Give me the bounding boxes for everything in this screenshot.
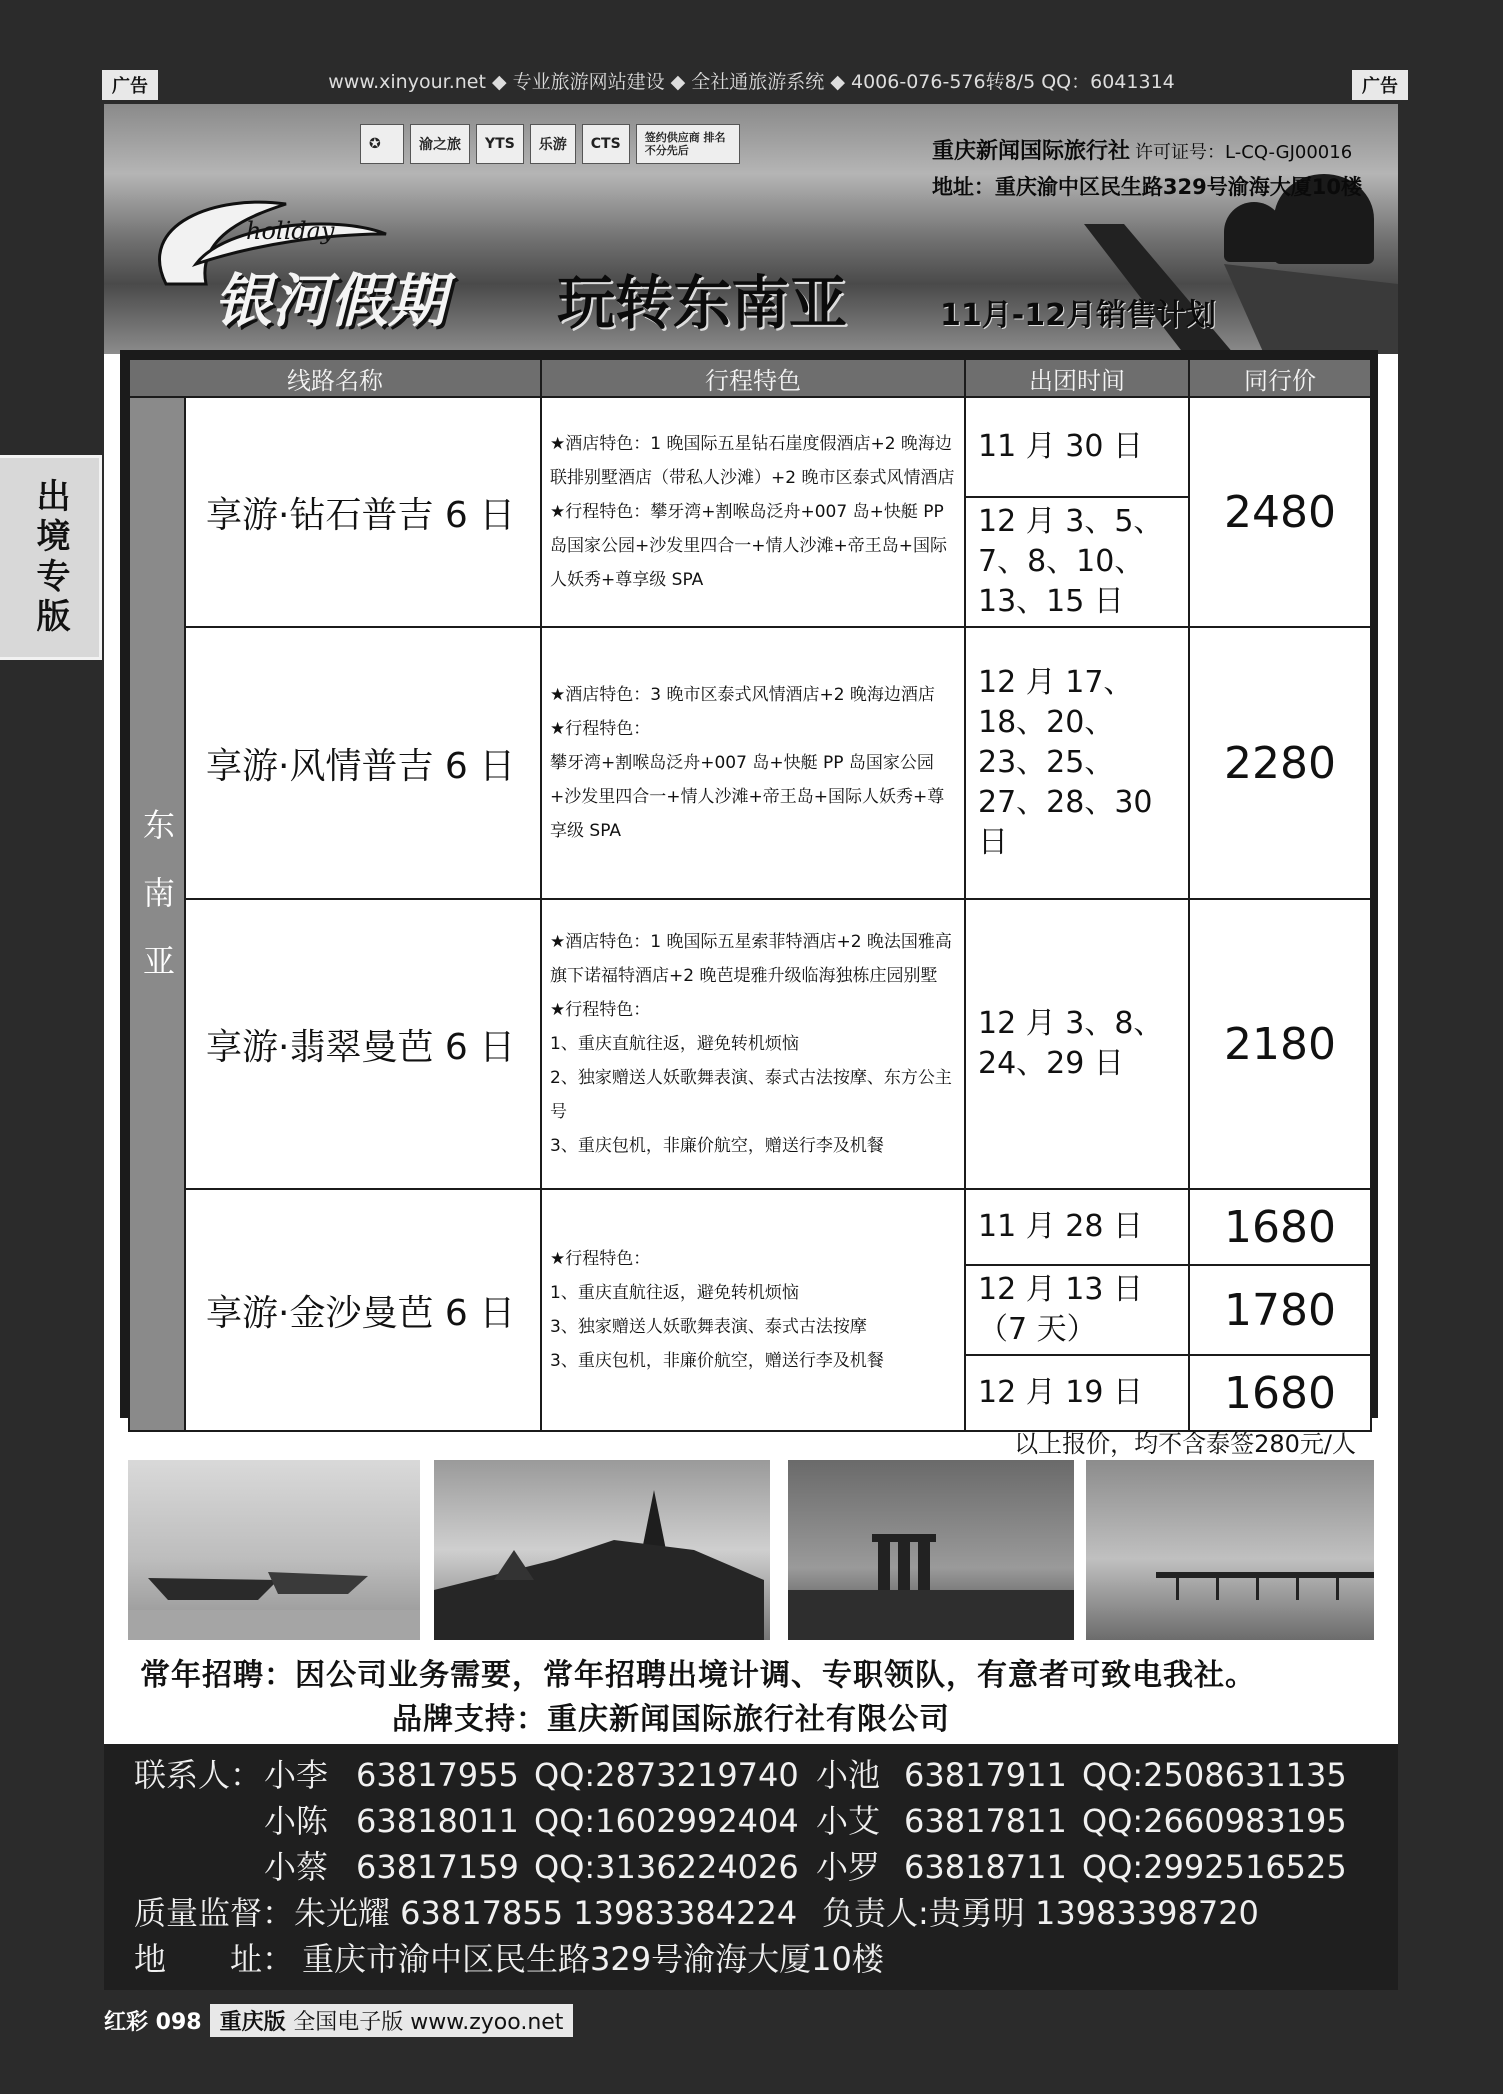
contact-qq: QQ:2508631135 [1082, 1756, 1347, 1794]
recruit-notice: 常年招聘：因公司业务需要，常年招聘出境计调、专职领队，有意者可致电我社。 [140, 1658, 1256, 1693]
agency-address: 地址：重庆渝中区民生路329号渝海大厦10楼 [931, 175, 1362, 199]
departure-date: 12 月 3、8、24、29 日 [965, 899, 1189, 1189]
feature-line: 攀牙湾+割喉岛泛舟+007 岛+快艇 PP 岛国家公园+沙发里四合一+情人沙滩+帝王岛+国际人妖秀+尊享级 SPA [550, 753, 945, 841]
region-cell [129, 397, 185, 1431]
footer [104, 2004, 573, 2036]
contact-phone: 63818711 [904, 1848, 1067, 1886]
partner-logo: 乐游 [530, 124, 576, 164]
temple-photo [434, 1460, 770, 1640]
contact-block [104, 1744, 1398, 1990]
route-price: 1780 [1189, 1265, 1371, 1355]
feature-line: ★行程特色： [550, 719, 651, 739]
header-dates: 出团时间 [965, 359, 1189, 397]
side-tab-label: 出境专版 [30, 477, 71, 638]
route-price: 1680 [1189, 1355, 1371, 1431]
marina-bay-photo [788, 1460, 1074, 1640]
ad-tag-left: 广告 [102, 70, 158, 100]
quality-supervisor: 质量监督：朱光耀 63817855 13983384224 [134, 1894, 798, 1932]
route-price: 2280 [1189, 627, 1371, 899]
contact-row [134, 1936, 1398, 1982]
feature-line: ★酒店特色：1 晚国际五星索菲特酒店+2 晚法国雅高旗下诺福特酒店+2 晚芭堤雅升级临海独栋庄园别墅 [550, 932, 952, 986]
contact-qq: QQ:2992516525 [1082, 1848, 1347, 1886]
route-name: 享游·翡翠曼芭 6 日 [185, 899, 541, 1189]
feature-line: 1、重庆直航往返，避免转机烦恼 [550, 1283, 799, 1303]
route-table-frame [120, 350, 1378, 1418]
edition-tag [210, 2004, 574, 2037]
route-features [541, 627, 965, 899]
contact-name: 小蔡 [264, 1848, 329, 1886]
contact-phone: 63817159 [356, 1848, 519, 1886]
agency-license: 许可证号：L-CQ-GJ00016 [1135, 142, 1353, 163]
page-number: 红彩 098 [104, 2009, 202, 2035]
agency-info [932, 134, 1362, 201]
holiday-word: holiday [246, 217, 335, 245]
contact-row [134, 1890, 1398, 1936]
contact-row [134, 1798, 1398, 1844]
contact-row [134, 1752, 1398, 1798]
header-price: 同行价 [1189, 359, 1371, 397]
feature-line: 2、独家赠送人妖歌舞表演、泰式古法按摩、东方公主号 [550, 1068, 952, 1122]
address-label: 地 址： [134, 1940, 295, 1978]
partner-logo: CTS [582, 124, 630, 164]
partner-logos [360, 124, 740, 164]
feature-line: ★酒店特色：1 晚国际五星钻石崖度假酒店+2 晚海边联排别墅酒店（带私人沙滩）+2 晚市区泰式风情酒店 [550, 434, 955, 488]
route-name: 享游·钻石普吉 6 日 [185, 397, 541, 627]
contact-phone: 63817811 [904, 1802, 1067, 1840]
agency-name: 重庆新闻国际旅行社 [931, 139, 1130, 164]
partner-note: 签约供应商 排名不分先后 [636, 124, 740, 164]
edition-label: 重庆版 [219, 2009, 286, 2035]
header-features: 行程特色 [541, 359, 965, 397]
brand-support: 品牌支持：重庆新闻国际旅行社有限公司 [392, 1702, 950, 1737]
route-price: 1680 [1189, 1189, 1371, 1265]
feature-line: 1、重庆直航往返，避免转机烦恼 [550, 1034, 799, 1054]
feature-line: 3、重庆包机，非廉价航空，赠送行李及机餐 [550, 1351, 884, 1371]
side-tab-outbound [0, 455, 102, 660]
brand-name: 银河假期 [214, 267, 447, 335]
contact-qq: QQ:1602992404 [534, 1802, 799, 1840]
longtail-boat-icon [1064, 224, 1398, 354]
partner-logo: 渝之旅 [410, 124, 470, 164]
route-features [541, 397, 965, 627]
feature-line: ★行程特色： [550, 1249, 651, 1269]
contact-name: 小艾 [816, 1802, 881, 1840]
site-label: 全国电子版 www.zyoo.net [293, 2009, 564, 2035]
route-table [128, 358, 1372, 1432]
price-note: 以上报价，均不含泰签280元/人 [1014, 1430, 1356, 1458]
feature-line: 3、重庆包机，非廉价航空，赠送行李及机餐 [550, 1136, 884, 1156]
departure-date: 11 月 30 日 [965, 397, 1189, 497]
ad-tag-right: 广告 [1352, 70, 1408, 100]
partner-seal-icon: ✪ [360, 124, 404, 164]
route-features [541, 1189, 965, 1431]
contact-name: 小池 [816, 1756, 881, 1794]
contact-qq: QQ:3136224026 [534, 1848, 799, 1886]
contact-phone: 63817955 [356, 1756, 519, 1794]
feature-line: ★行程特色： [550, 1000, 651, 1020]
route-name: 享游·金沙曼芭 6 日 [185, 1189, 541, 1431]
headline: 玩转东南亚 [557, 269, 848, 337]
beach-boats-photo [128, 1460, 420, 1640]
route-price: 2180 [1189, 899, 1371, 1189]
route-price: 2480 [1189, 397, 1371, 627]
header-route: 线路名称 [129, 359, 541, 397]
ad-page [104, 104, 1398, 1990]
feature-line: ★酒店特色：3 晚市区泰式风情酒店+2 晚海边酒店 [550, 685, 935, 705]
banner [104, 104, 1398, 354]
contact-row [134, 1844, 1398, 1890]
region-label: 东南亚 [138, 808, 176, 1012]
contact-phone: 63817911 [904, 1756, 1067, 1794]
contact-label: 联系人： [134, 1756, 263, 1794]
route-features [541, 899, 965, 1189]
feature-line: 3、独家赠送人妖歌舞表演、泰式古法按摩 [550, 1317, 867, 1337]
manager: 负责人:贵勇明 13983398720 [822, 1894, 1259, 1932]
address: 重庆市渝中区民生路329号渝海大厦10楼 [302, 1940, 884, 1978]
contact-qq: QQ:2873219740 [534, 1756, 799, 1794]
departure-date: 12 月 3、5、7、8、10、13、15 日 [965, 497, 1189, 627]
departure-date: 12 月 13 日（7 天） [965, 1265, 1189, 1355]
photo-strip [128, 1460, 1374, 1640]
contact-phone: 63818011 [356, 1802, 519, 1840]
top-bar-info: www.xinyour.net ◆ 专业旅游网站建设 ◆ 全社通旅游系统 ◆ 4006-076-576转8/5 QQ：6041314 [328, 70, 1175, 93]
feature-line: ★行程特色：攀牙湾+割喉岛泛舟+007 岛+快艇 PP 岛国家公园+沙发里四合一+情人沙滩+帝王岛+国际人妖秀+尊享级 SPA [550, 502, 947, 590]
contact-qq: QQ:2660983195 [1082, 1802, 1347, 1840]
pier-photo [1086, 1460, 1374, 1640]
contact-name: 小罗 [816, 1848, 881, 1886]
departure-date: 12 月 19 日 [965, 1355, 1189, 1431]
partner-logo: YTS [476, 124, 524, 164]
contact-name: 小李 [264, 1756, 329, 1794]
departure-date: 12 月 17、18、20、23、25、27、28、30 日 [965, 627, 1189, 899]
route-name: 享游·风情普吉 6 日 [185, 627, 541, 899]
departure-date: 11 月 28 日 [965, 1189, 1189, 1265]
contact-name: 小陈 [264, 1802, 329, 1840]
subheadline: 11月-12月销售计划 [940, 298, 1216, 333]
